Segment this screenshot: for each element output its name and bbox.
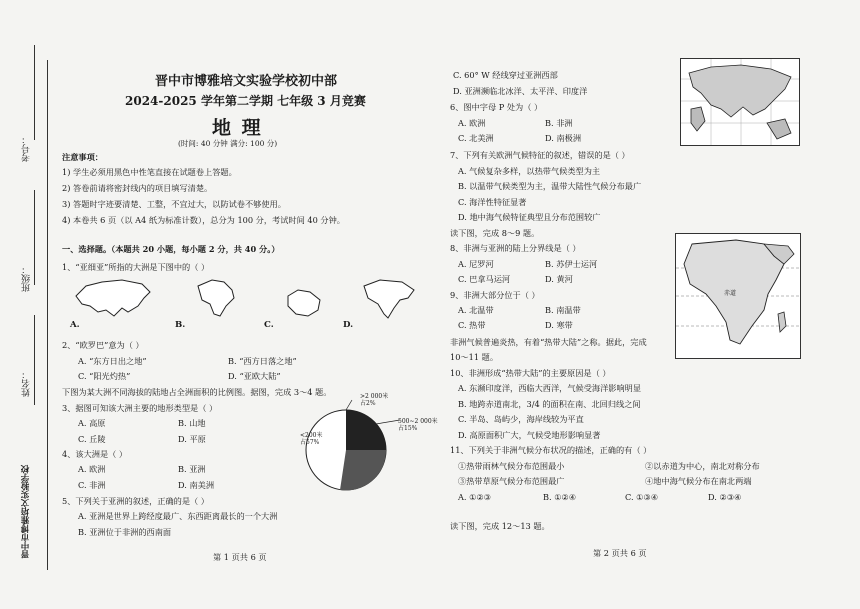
q1-option-d[interactable]: D. — [343, 320, 354, 330]
q3-option-a[interactable]: A. 高原 — [78, 418, 106, 428]
q6-option-c[interactable]: C. 北美洲 — [458, 133, 494, 143]
pie-slice-200-500 — [340, 450, 386, 490]
q5-option-b[interactable]: B. 亚洲位于非洲的西南面 — [78, 527, 172, 537]
time-score: (时间: 40 分钟 满分: 100 分) — [178, 139, 278, 148]
africa-map-image — [675, 233, 801, 359]
q6-option-d[interactable]: D. 南极洲 — [545, 133, 582, 143]
school-title: 晋中市博雅培文实验学校初中部 — [155, 74, 338, 89]
q10-option-b[interactable]: B. 地跨赤道南北，3/4 的面积在南、北回归线之间 — [458, 399, 641, 409]
question-8: 8、非洲与亚洲的陆上分界线是（ ） — [450, 243, 581, 253]
pie-slice-mid-altitude — [346, 410, 386, 450]
q8-option-d[interactable]: D. 黄河 — [545, 274, 573, 284]
question-2: 2、“欧罗巴”意为（ ） — [62, 340, 144, 350]
asia-map-image — [680, 58, 800, 146]
antarctica-outline-image — [280, 282, 326, 322]
subject-title: 地 理 — [212, 117, 263, 139]
notice-1: 1) 学生必须用黑色中性笔直接在试题卷上答题。 — [62, 167, 237, 177]
map-label-equator: 赤道 — [724, 290, 737, 297]
name-line — [34, 315, 35, 405]
q2-option-a[interactable]: A. “东方日出之地” — [78, 356, 147, 366]
q1-option-c[interactable]: C. — [264, 320, 274, 330]
q4-option-c[interactable]: C. 非洲 — [78, 480, 106, 490]
intro-12-13: 读下图，完成 12～13 题。 — [450, 521, 550, 531]
pie-label-top: >2 000米 占2% — [360, 393, 389, 407]
exam-no-label: 考号： — [22, 135, 32, 162]
q6-option-b[interactable]: B. 非洲 — [545, 118, 573, 128]
intro-8-9: 读下图，完成 8～9 题。 — [450, 228, 540, 238]
name-label: 姓名： — [22, 370, 32, 397]
notice-title: 注意事项： — [62, 152, 103, 162]
q11-statement-3: ③热带草原气候分布范围最广 — [458, 476, 565, 486]
question-9: 9、非洲大部分位于（ ） — [450, 290, 540, 300]
margin-school-name: 晋中市博雅培文实验学校 — [21, 465, 31, 559]
page-1-footer: 第 1 页共 6 页 — [213, 552, 267, 562]
q11-option-a[interactable]: A. ①②③ — [458, 492, 492, 502]
q9-option-b[interactable]: B. 南温带 — [545, 305, 581, 315]
q5-option-c[interactable]: C. 60° W 经线穿过亚洲西部 — [453, 70, 558, 80]
q2-option-d[interactable]: D. “亚欧大陆” — [228, 371, 281, 381]
q4-option-b[interactable]: B. 亚洲 — [178, 464, 206, 474]
q4-option-d[interactable]: D. 南美洲 — [178, 480, 215, 490]
intro-10-11-line1: 非洲气候普遍炎热，有着“热带大陆”之称。据此，完成 — [450, 337, 647, 347]
africa-outline-image — [192, 276, 238, 320]
section-1-title: 一、选择题。（本题共 20 小题，每小题 2 分，共 40 分。） — [62, 244, 280, 254]
pie-label-right: 500~2 000米 占15% — [398, 418, 438, 432]
q10-option-d[interactable]: D. 高原面积广大，气候受地形影响显著 — [458, 430, 601, 440]
q3-option-b[interactable]: B. 山地 — [178, 418, 206, 428]
q7-option-d[interactable]: D. 地中海气候特征典型且分布范围较广 — [458, 212, 601, 222]
question-7: 7、下列有关欧洲气候特征的叙述，错误的是（ ） — [450, 150, 630, 160]
q1-option-a[interactable]: A. — [70, 320, 80, 330]
q1-option-b[interactable]: B. — [175, 320, 186, 330]
question-6: 6、图中字母 P 处为（ ） — [450, 102, 543, 112]
notice-4: 4) 本卷共 6 页（以 A4 纸为标准计数），总分为 100 分，考试时间 40 分钟。 — [62, 215, 345, 225]
question-11: 11、下列关于非洲气候分布状况的描述，正确的有（ ） — [450, 445, 652, 455]
q6-option-a[interactable]: A. 欧洲 — [458, 118, 486, 128]
q8-option-a[interactable]: A. 尼罗河 — [458, 259, 494, 269]
q9-option-d[interactable]: D. 寒带 — [545, 320, 573, 330]
q5-option-d[interactable]: D. 亚洲濒临北冰洋、太平洋、印度洋 — [453, 86, 588, 96]
q10-option-a[interactable]: A. 东濒印度洋，西临大西洋，气候受海洋影响明显 — [458, 383, 642, 393]
asia-outline-image — [72, 276, 152, 320]
q7-option-b[interactable]: B. 以温带气候类型为主，温带大陆性气候分布最广 — [458, 181, 642, 191]
notice-3: 3) 答题时字迹要清楚、工整，不宜过大，以防试卷不够使用。 — [62, 199, 286, 209]
q9-option-a[interactable]: A. 北温带 — [458, 305, 494, 315]
pie-label-left: <200米 占57% — [300, 432, 323, 446]
q2-option-c[interactable]: C. “阳光灼热” — [78, 371, 131, 381]
question-3: 3、据图可知该大洲主要的地形类型是（ ） — [62, 403, 218, 413]
q10-option-c[interactable]: C. 半岛、岛屿少，海岸线较为平直 — [458, 414, 584, 424]
page-2-footer: 第 2 页共 6 页 — [593, 548, 647, 558]
question-5: 5、下列关于亚洲的叙述，正确的是（ ） — [62, 496, 209, 506]
q5-option-a[interactable]: A. 亚洲是世界上跨经度最广、东西距离最长的一个大洲 — [78, 511, 278, 521]
question-1: 1、“亚细亚”所指的大洲是下图中的（ ） — [62, 262, 210, 272]
q7-option-a[interactable]: A. 气候复杂多样，以热带气候类型为主 — [458, 166, 601, 176]
q11-option-d[interactable]: D. ②③④ — [708, 492, 742, 502]
exam-title: 2024-2025 学年第二学期 七年级 3 月竞赛 — [125, 94, 366, 108]
q2-option-b[interactable]: B. “西方日落之地” — [228, 356, 297, 366]
q4-option-a[interactable]: A. 欧洲 — [78, 464, 106, 474]
q9-option-c[interactable]: C. 热带 — [458, 320, 486, 330]
q7-option-c[interactable]: C. 海洋性特征显著 — [458, 197, 527, 207]
q11-option-b[interactable]: B. ①②④ — [543, 492, 577, 502]
q11-statement-1: ①热带雨林气候分布范围最小 — [458, 461, 565, 471]
q8-option-c[interactable]: C. 巴拿马运河 — [458, 274, 511, 284]
altitude-pie-chart — [288, 394, 438, 506]
q11-statement-4: ④地中海气候分布在南北两端 — [645, 476, 752, 486]
north-america-outline-image — [358, 276, 420, 324]
q3-option-c[interactable]: C. 丘陵 — [78, 434, 106, 444]
intro-10-11-line2: 10～11 题。 — [450, 352, 499, 362]
q11-option-c[interactable]: C. ①③④ — [625, 492, 659, 502]
question-4: 4、该大洲是（ ） — [62, 449, 128, 459]
intro-3-4: 下图为某大洲不同海拔的陆地占全洲面积的比例图。据图，完成 3～4 题。 — [62, 387, 332, 397]
q3-option-d[interactable]: D. 平原 — [178, 434, 206, 444]
exam-no-line — [34, 45, 35, 140]
q11-statement-2: ②以赤道为中心，南北对称分布 — [645, 461, 760, 471]
class-label: 班级： — [22, 265, 32, 292]
notice-2: 2) 答卷前请将密封线内的项目填写清楚。 — [62, 183, 213, 193]
binding-line — [47, 60, 48, 570]
question-10: 10、非洲形成“热带大陆”的主要原因是（ ） — [450, 368, 611, 378]
q8-option-b[interactable]: B. 苏伊士运河 — [545, 259, 598, 269]
class-line — [34, 190, 35, 285]
